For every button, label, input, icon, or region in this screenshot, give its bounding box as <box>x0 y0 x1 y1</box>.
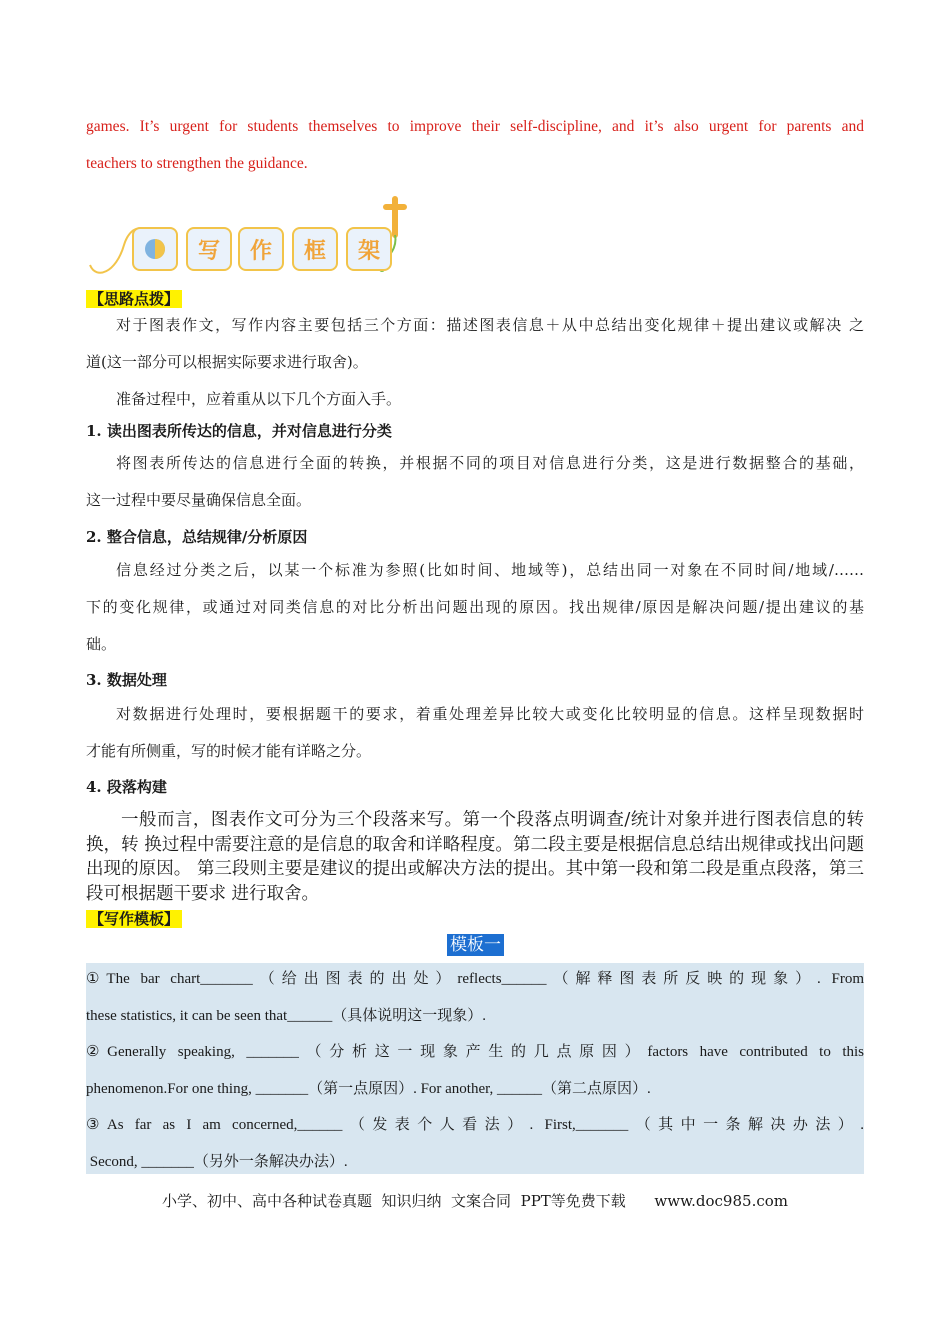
intro-line-2: teachers to strengthen the guidance. <box>86 155 308 172</box>
tips-section <box>86 288 182 309</box>
item-3-body <box>86 696 864 770</box>
item-2-line-3: 础。 <box>86 635 117 653</box>
item-1-line-1: 将图表所传达的信息进行全面的转换，并根据不同的项目对信息进行分类，这是进行数据整合的基础， <box>116 454 864 472</box>
tips-paragraph-1 <box>86 307 864 418</box>
template-line-5: ③As far as I am concerned,______（发表个人看法）. First,_______（其中一条解决办法）. <box>86 1117 864 1133</box>
item-2-line-2: 下的变化规律，或通过对同类信息的对比分析出问题出现的原因。找出规律/原因是解决问题/提出建议的基 <box>86 598 864 616</box>
template-line-2: these statistics, it can be seen that______（具体说明这一现象）. <box>86 1008 486 1024</box>
item-2-heading: 2. 整合信息，总结规律/分析原因 <box>86 528 308 546</box>
item-3-line-1: 对数据进行处理时，要根据题干的要求，着重处理差异比较大或变化比较明显的信息。这样呈现数据时 <box>116 705 864 723</box>
circle-icon <box>144 238 166 260</box>
item-2-body <box>86 552 864 663</box>
section-banner <box>86 195 426 280</box>
item-4-heading: 4. 段落构建 <box>86 778 167 796</box>
template-line-4: phenomenon.For one thing, _______（第一点原因）. For another, ______（第二点原因）. <box>86 1081 651 1097</box>
tips-tag: 【思路点拨】 <box>86 290 182 308</box>
item-1-line-2: 这一过程中要尽量确保信息全面。 <box>86 491 312 509</box>
item-3-heading: 3. 数据处理 <box>86 671 167 689</box>
item-1-body <box>86 445 864 519</box>
intro-paragraph <box>86 108 864 182</box>
template-line-3: ②Generally speaking, _______（分析这一现象产生的几点原因）factors have contributed to this <box>86 1044 864 1060</box>
banner-char-1: 写 <box>186 227 232 271</box>
banner-char-4: 架 <box>346 227 392 271</box>
tips-p2: 准备过程中，应着重从以下几个方面入手。 <box>116 390 402 408</box>
item-4-paragraph: 一般而言，图表作文可分为三个段落来写。第一个段落点明调查/统计对象并进行图表信息的转换，转 换过程中需要注意的是信息的取舍和详略程度。第二段主要是根据信息总结出规律或找出问题出现的原因。 第三段则主要是建议的提出或解决方法的提出。其中第一段和第二段是重点段落，第三段可根据题干要求 进行取舍。 <box>86 810 864 904</box>
template-line-6: Second, _______（另外一条解决办法）. <box>86 1154 348 1170</box>
intro-line-1: games. It’s urgent for students themselves to improve their self-discipline, and it’s also urgent for parents and <box>86 118 864 135</box>
template-line-1: ①The bar chart_______（给出图表的出处）reflects______（解释图表所反映的现象）. From <box>86 971 864 987</box>
banner-char-3: 框 <box>292 227 338 271</box>
item-1-heading: 1. 读出图表所传达的信息，并对信息进行分类 <box>86 422 392 440</box>
item-3-line-2: 才能有所侧重，写的时候才能有详略之分。 <box>86 742 372 760</box>
banner-tile-icon <box>132 227 178 271</box>
templates-tag: 【写作模板】 <box>86 910 182 928</box>
tips-p1-line-2: 道(这一部分可以根据实际要求进行取舍)。 <box>86 353 368 371</box>
item-2-line-1: 信息经过分类之后，以某一个标准为参照(比如时间、地域等)，总结出同一对象在不同时间/地域/…… <box>116 561 864 579</box>
tips-p1-line-1: 对于图表作文，写作内容主要包括三个方面：描述图表信息＋从中总结出变化规律＋提出建议或解决 之 <box>116 316 864 334</box>
banner-char-2: 作 <box>238 227 284 271</box>
page-footer: 小学、初中、高中各种试卷真题 知识归纳 文案合同 PPT等免费下载 www.doc985.com <box>161 1192 788 1210</box>
template-title: 模板一 <box>447 934 504 956</box>
templates-section <box>86 908 182 929</box>
